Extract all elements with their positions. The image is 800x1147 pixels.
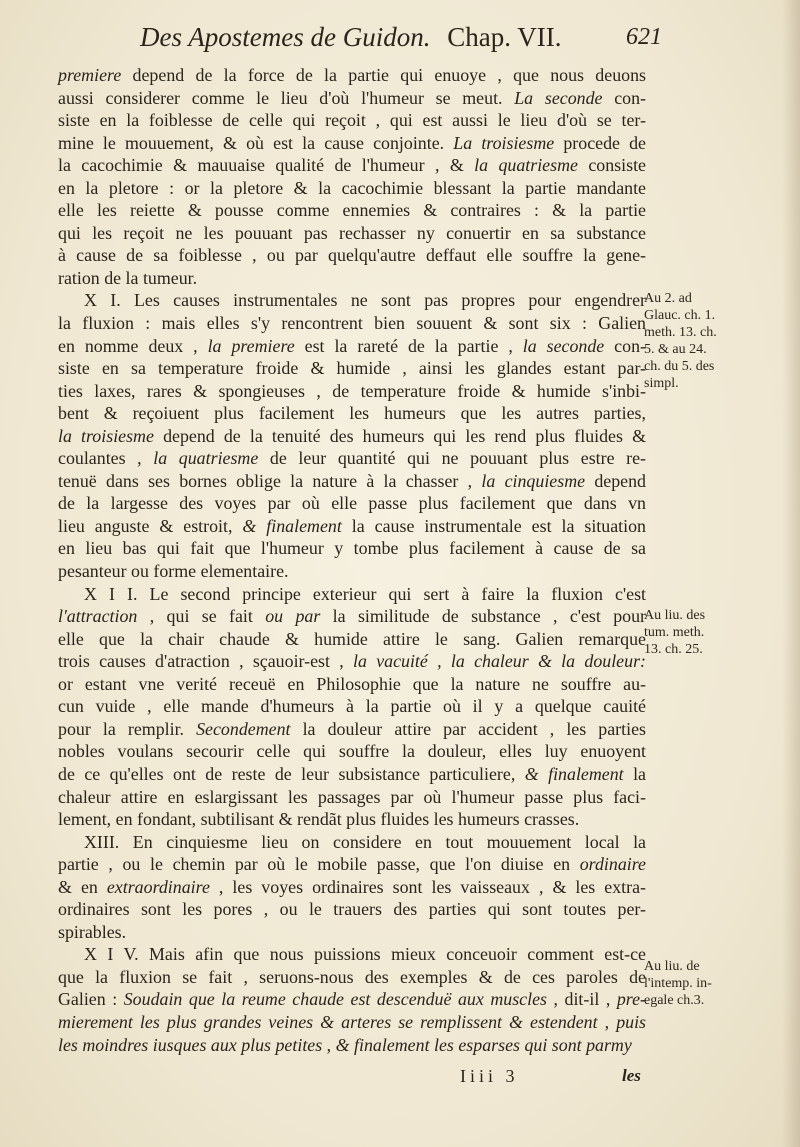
margin-note-3 [644, 958, 770, 1009]
page-number: 621 [626, 24, 662, 50]
text-run: lieu anguste & estroit, [58, 515, 243, 536]
italic-text: la premiere [207, 335, 295, 356]
text-line [58, 244, 646, 267]
text-run: pesanteur ou forme elementaire. [58, 561, 289, 582]
italic-text: ou par [265, 606, 321, 627]
margin-note-line: ch. du 5. des [644, 359, 715, 374]
text-run: la cacochimie & mauuaise qualité de l'humeur , & [58, 155, 475, 176]
text-run: bent & reçoiuent plus facilement les humeurs que les autres parties, [58, 403, 646, 424]
text-run: , [597, 1011, 617, 1032]
italic-text: Secondement [196, 718, 291, 739]
catchword: les [622, 1066, 641, 1085]
italic-text: La troisiesme [453, 132, 555, 153]
text-line [58, 109, 646, 132]
text-run: la cause instrumentale est la situation [341, 515, 646, 536]
text-line [58, 515, 646, 538]
text-line [58, 583, 646, 606]
text-run: XIII. En cinquiesme lieu on considere en tout mouuement local la [84, 831, 646, 852]
text-run: siste en sa temperature froide & humide , ainsi les glandes estant par- [58, 358, 646, 379]
text-run: coulantes , [58, 448, 154, 469]
text-run: , qui se fait [137, 606, 266, 627]
margin-note-line: 5. & au 24. [644, 342, 707, 357]
text-line [58, 87, 646, 110]
text-line [58, 154, 646, 177]
margin-note-line: 13. ch. 25. [644, 642, 703, 657]
text-run: con- [602, 87, 646, 108]
text-run: , dit-il , [546, 989, 617, 1010]
text-line [58, 898, 646, 921]
text-run: à cause de sa foiblesse , ou par quelqu'autre deffaut elle souffre la gene- [58, 245, 646, 266]
text-line [58, 357, 646, 380]
margin-note-line: Au liu. des [644, 608, 706, 623]
text-run: Galien : [58, 989, 124, 1010]
margin-note-line: Glauc. ch. 1. [644, 308, 716, 323]
body-text [58, 64, 646, 1056]
text-run: de la largesse des voyes par où elle passe plus facilement que dans vn [58, 493, 646, 514]
text-run: de leur quantité qui ne pouuant plus estre re- [258, 448, 646, 469]
text-run: de ce qu'elles ont de reste de leur subsistance particuliere, [58, 763, 525, 784]
text-line [58, 425, 646, 448]
text-run: pour la remplir. [58, 718, 197, 739]
text-line [58, 650, 646, 673]
text-run: cun vuide , elle mande d'humeurs à la partie où il y a quelque cauité [58, 696, 646, 717]
text-run: trois causes d'atraction , sçauoir-est , [58, 651, 353, 672]
italic-text: La seconde [514, 87, 603, 108]
italic-text: l'attraction [58, 606, 138, 627]
text-run: tenuë dans ses bornes oblige la nature à la chasser , [58, 470, 482, 491]
text-line [58, 943, 646, 966]
text-line [58, 921, 646, 944]
margin-note-1 [644, 290, 770, 392]
text-run: que la fluxion se fait , seruons-nous des exemples & de ces paroles de [58, 966, 646, 987]
text-line [58, 695, 646, 718]
text-run: or estant vne verité receuë en Philosophie que la nature ne souffre au- [58, 673, 646, 694]
text-run: la similitude de substance , c'est pour [320, 606, 647, 627]
text-line [58, 740, 646, 763]
text-line [58, 673, 646, 696]
margin-note-line: tum. meth. [644, 625, 705, 640]
text-line [58, 470, 646, 493]
text-line [58, 492, 646, 515]
margin-note-line: Au 2. ad [644, 291, 692, 306]
italic-text: pre- [616, 989, 646, 1010]
italic-text: la quatriesme [153, 448, 259, 469]
text-line [58, 222, 646, 245]
text-run: ties laxes, rares & spongieuses , de temperature froide & humide s'inbi- [58, 380, 646, 401]
text-line [58, 537, 646, 560]
text-run: aussi considerer comme le lieu d'où l'humeur se meut. [58, 87, 515, 108]
italic-text: les moindres iusques aux plus petites [58, 1034, 323, 1055]
text-run: , les voyes ordinaires sont les vaisseaux , & les extra- [209, 876, 647, 897]
italic-text: Soudain que la reume chaude est descenduë aux muscles [123, 989, 547, 1010]
text-line [58, 1011, 646, 1034]
text-line [58, 447, 646, 470]
text-run: en la pletore : or la pletore & la cacochimie blessant la partie mandante [58, 177, 646, 198]
text-run: est la rareté de la partie , [294, 335, 523, 356]
text-line [58, 966, 646, 989]
text-run: ordinaires sont les pores , ou le trauers des parties qui sont toutes per- [58, 899, 646, 920]
text-line [58, 335, 646, 358]
text-run: X I V. Mais afin que nous puissions mieux conceuoir comment est-ce [84, 944, 646, 965]
text-run: siste en la foiblesse de celle qui reçoit , qui est aussi le lieu d'où se ter- [58, 110, 646, 131]
text-line [58, 763, 646, 786]
text-run: X I I. Le second principe exterieur qui sert à faire la fluxion c'est [84, 583, 646, 604]
text-run: partie , ou le chemin par où le mobile passe, que l'on diuise en [58, 854, 580, 875]
running-header [140, 22, 660, 58]
text-line [58, 64, 646, 87]
text-run: , [322, 1034, 336, 1055]
text-line [58, 808, 646, 831]
italic-text: la quatriesme [474, 155, 578, 176]
margin-note-line: meth. 13. ch. [644, 325, 717, 340]
margin-note-line: simpl. [644, 376, 679, 391]
text-line [58, 1034, 646, 1057]
italic-text: la seconde [522, 335, 605, 356]
signature-mark: Iiii 3 [460, 1066, 519, 1086]
paragraph [58, 943, 646, 1056]
italic-text: extraordinaire [106, 876, 210, 897]
text-line [58, 402, 646, 425]
text-line [58, 853, 646, 876]
running-title: Des Apostemes de Guidon. [140, 22, 431, 52]
text-run: depend de la tenuité des humeurs qui les rend plus fluides & [153, 425, 647, 446]
italic-text: & finalement [242, 515, 342, 536]
margin-note-line: egale ch.3. [644, 993, 705, 1008]
text-run: ration de la tumeur. [58, 267, 198, 288]
margin-note-line: l'intemp. in- [644, 976, 712, 991]
text-run: depend [585, 470, 646, 491]
italic-text: mierement les plus grandes veines & arteres se remplissent & estendent [58, 1011, 598, 1032]
text-line [58, 560, 646, 583]
text-run: procede de [554, 132, 646, 153]
page-edge-shadow [782, 0, 800, 1147]
text-line [58, 718, 646, 741]
italic-text: la cinquiesme [481, 470, 586, 491]
italic-text: premiere [58, 65, 122, 85]
text-run: la douleur attire par accident , les parties [290, 718, 646, 739]
italic-text: puis [616, 1011, 647, 1032]
margin-note-line: Au liu. de [644, 959, 700, 974]
text-run: con- [604, 335, 646, 356]
text-run: en nomme deux , [58, 335, 208, 356]
paragraph [58, 289, 646, 582]
text-line [58, 988, 646, 1011]
paragraph [58, 831, 646, 944]
text-run: la [623, 763, 646, 784]
text-run: en lieu bas qui fait que l'humeur y tombe plus facilement à cause de sa [58, 538, 646, 559]
text-line [58, 289, 646, 312]
text-run: lement, en fondant, subtilisant & rendãt plus fluides les humeurs crasses. [58, 809, 580, 830]
text-run: X I. Les causes instrumentales ne sont pas propres pour engendrer [84, 290, 646, 311]
italic-text: la vacuité , la chaleur & la douleur: [353, 651, 646, 672]
text-run: nobles voulans secourir celle qui souffre la douleur, elles luy enuoyent [58, 741, 646, 762]
text-run: elle que la chair chaude & humide attire le sang. Galien remarque [58, 628, 646, 649]
text-line [58, 380, 646, 403]
italic-text: & finalement les esparses qui sont parmy [335, 1034, 632, 1055]
text-run: la fluxion : mais elles s'y rencontrent bien souuent & sont six : Galien [58, 313, 646, 334]
paragraph [58, 64, 646, 289]
text-line [58, 132, 646, 155]
text-line [58, 628, 646, 651]
margin-note-2 [644, 607, 770, 658]
italic-text: & finalement [524, 763, 624, 784]
text-run: chaleur attire en eslargissant les passages par où l'humeur passe plus faci- [58, 786, 646, 807]
text-run: qui les reçoit ne les pouuant pas rechasser ny conuertir en sa substance [58, 222, 646, 243]
text-line [58, 177, 646, 200]
paragraph [58, 583, 646, 831]
text-line [58, 831, 646, 854]
text-run: & en [58, 876, 107, 897]
text-line [58, 786, 646, 809]
text-line [58, 199, 646, 222]
text-run: elle les reiette & pousse comme ennemies & contraires : & la partie [58, 200, 646, 221]
text-run: depend de la force de la partie qui enuoye , que nous deuons [121, 65, 646, 85]
chapter-label: Chap. VII. [447, 22, 562, 52]
text-line [58, 312, 646, 335]
text-run: consiste [577, 155, 646, 176]
text-run: spirables. [58, 921, 127, 942]
text-line [58, 605, 646, 628]
italic-text: la troisiesme [58, 425, 154, 446]
text-line [58, 876, 646, 899]
text-run: mine le mouuement, & où est la cause conjointe. [58, 132, 454, 153]
italic-text: ordinaire [579, 854, 646, 875]
text-line [58, 267, 646, 290]
